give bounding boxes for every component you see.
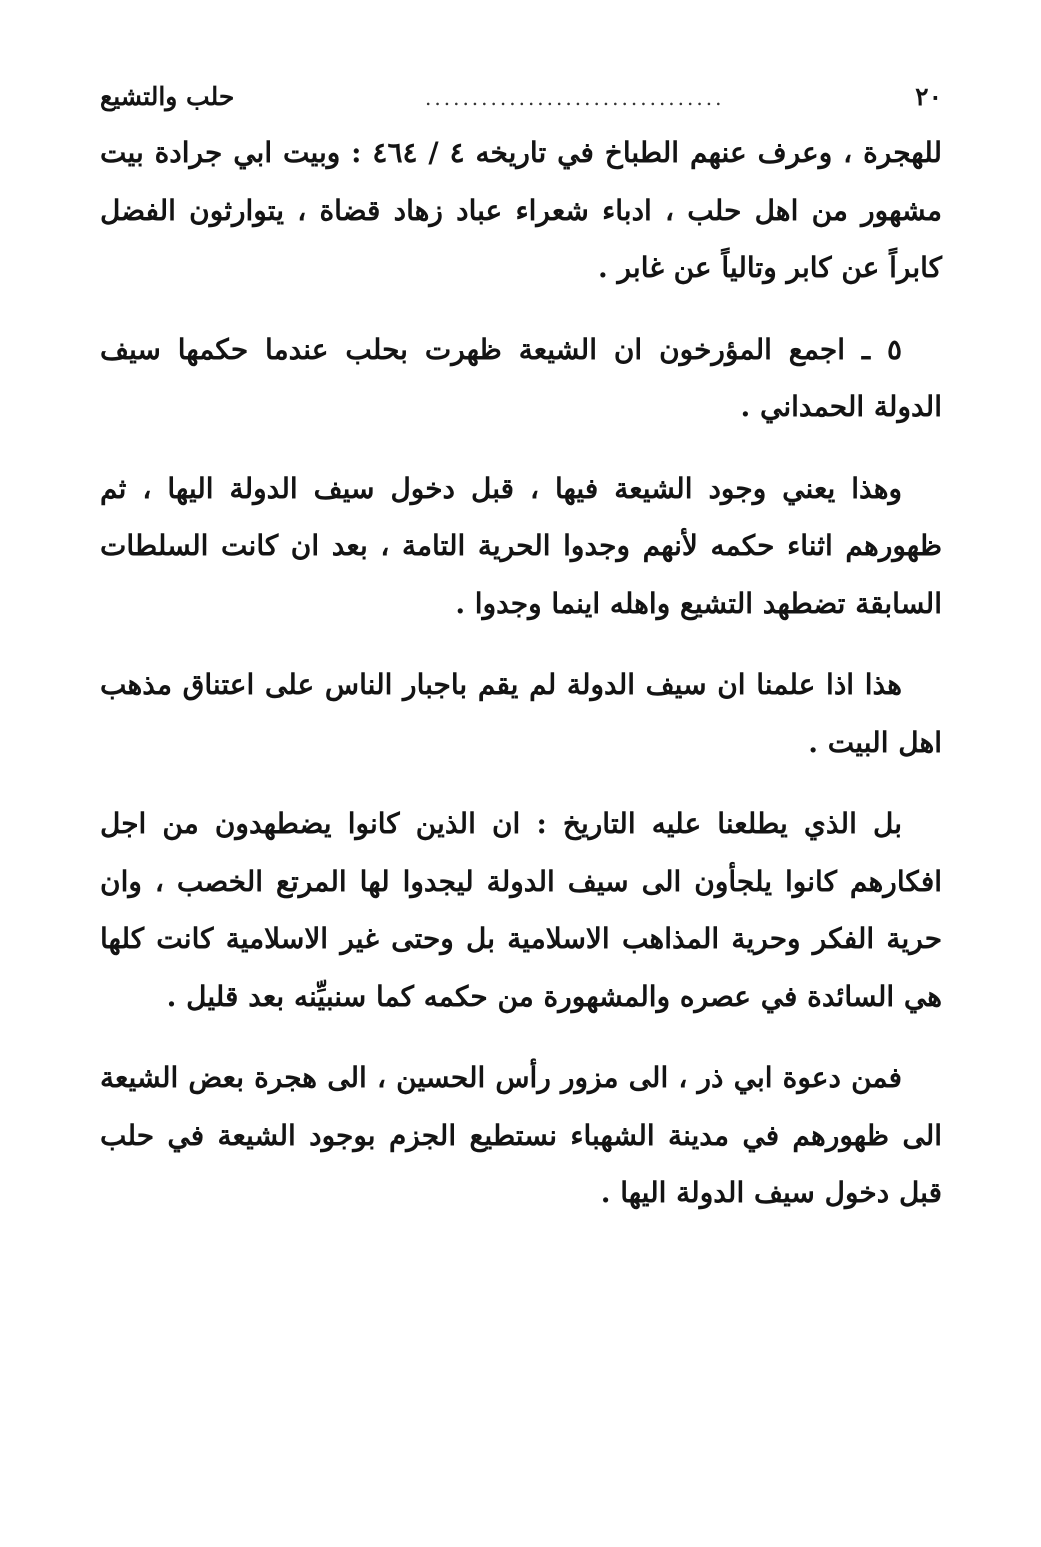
dot-leader: ................................ <box>425 86 725 110</box>
paragraph: وهذا يعني وجود الشيعة فيها ، قبل دخول سيف الدولة اليها ، ثم ظهورهم اثناء حكمه لأنهم وجدوا الحرية التامة ، بعد ان كانت السلطات السابقة تضطهد التشيع واهله اينما وجدوا . <box>100 471 942 620</box>
body-text <box>100 124 942 1222</box>
paragraph: هذا اذا علمنا ان سيف الدولة لم يقم باجبار الناس على اعتناق مذهب اهل البيت . <box>100 668 942 759</box>
running-header <box>100 82 942 120</box>
page-number: ٢٠ <box>915 82 942 111</box>
running-title: حلب والتشيع <box>100 82 235 111</box>
book-page <box>100 82 942 1246</box>
paragraph: بل الذي يطلعنا عليه التاريخ : ان الذين كانوا يضطهدون من اجل افكارهم كانوا يلجأون الى سيف الدولة ليجدوا لها المرتع الخصب ، وان حرية الفكر وحرية المذاهب الاسلامية بل وحتى غير الاسلامية كانت كلها هي السائدة في عصره والمشهورة من حكمه كما سنبيِّنه بعد قليل . <box>100 807 942 1013</box>
paragraph-continuation: للهجرة ، وعرف عنهم الطباخ في تاريخه ٤ / ٤٦٤ : وبيت ابي جرادة بيت مشهور من اهل حلب ، ادباء شعراء عباد زهاد قضاة ، يتوارثون الفضل كابراً عن كابر وتالياً عن غابر . <box>100 136 943 284</box>
paragraph: فمن دعوة ابي ذر ، الى مزور رأس الحسين ، الى هجرة بعض الشيعة الى ظهورهم في مدينة الشهباء نستطيع الجزم بوجود الشيعة في حلب قبل دخول سيف الدولة اليها . <box>100 1061 942 1209</box>
paragraph-point-5: ٥ ـ اجمع المؤرخون ان الشيعة ظهرت بحلب عندما حكمها سيف الدولة الحمداني . <box>100 332 942 423</box>
